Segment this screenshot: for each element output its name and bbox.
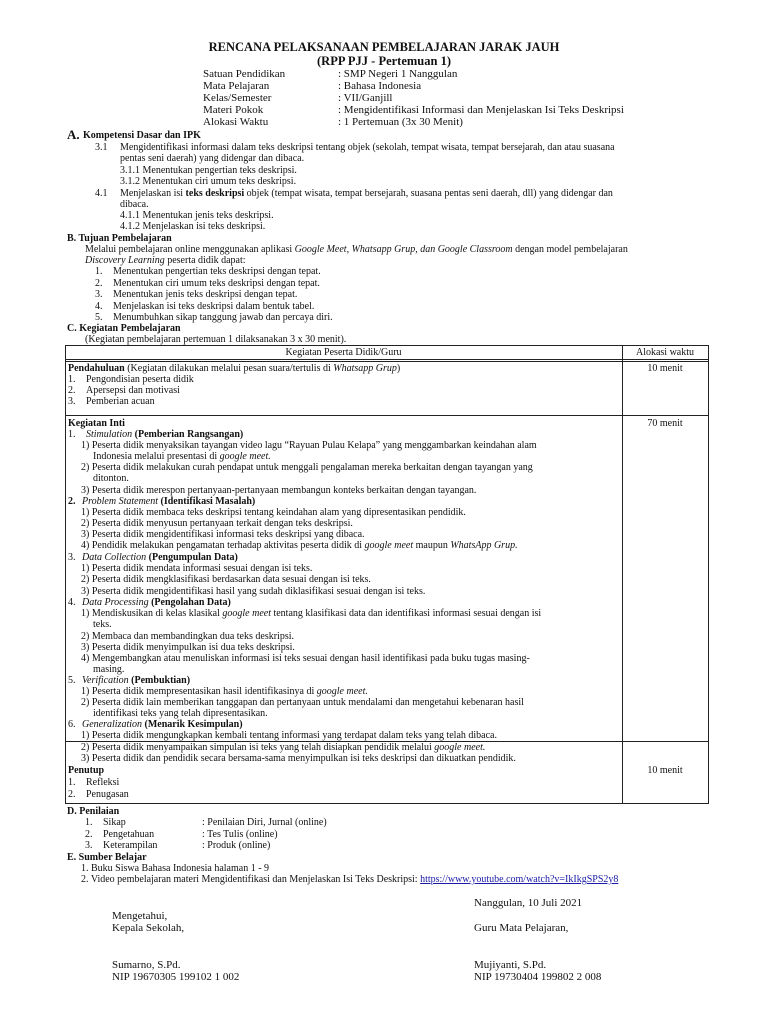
table-border	[708, 345, 709, 804]
identity-value: : VII/Ganjill	[338, 92, 393, 104]
penutup-item: Refleksi	[86, 777, 120, 788]
step-heading: Generalization (Menarik Kesimpulan)	[82, 719, 243, 730]
section-b-intro: Discovery Learning peserta didik dapat:	[85, 255, 246, 266]
step-item: Indonesia melalui presentasi di google meet.	[93, 451, 271, 462]
youtube-link[interactable]: https://www.youtube.com/watch?v=IkIkgSPS2y8	[420, 874, 619, 885]
step-item: teks.	[93, 619, 112, 630]
step-heading: Verification (Pembuktian)	[82, 675, 191, 686]
source-item: 2. Video pembelajaran materi Mengidentifikasi dan Menjelaskan Isi Teks Deskripsi: https://www.youtube.com/watch?v=IkIkgSPS2y8	[81, 874, 619, 885]
step-item: 4) Pendidik melakukan pengamatan terhadap aktivitas peserta didik di google meet maupun WhatsApp Grup.	[81, 540, 518, 551]
assessment-label: Keterampilan	[103, 840, 158, 851]
table-border	[65, 361, 709, 362]
penutup-item: Penugasan	[86, 789, 129, 800]
assessment-value: : Penilaian Diri, Jurnal (online)	[202, 817, 327, 828]
step-item: 1) Peserta didik mengungkapkan kembali tentang informasi yang terdapat dalam teks yang telah dibaca.	[81, 730, 497, 741]
step-item: 2) Membaca dan membandingkan dua teks deskripsi.	[81, 631, 294, 642]
identity-value: : SMP Negeri 1 Nanggulan	[338, 68, 458, 80]
pendahuluan-item: Pemberian acuan	[86, 396, 155, 407]
step-item: 3) Peserta didik mengidentifikasi hasil yang sudah diklasifikasi sesuai dengan isi teks.	[81, 586, 426, 597]
list-number: 5.	[68, 675, 76, 686]
identity-label: Alokasi Waktu	[203, 116, 269, 128]
step-item: 2) Peserta didik lain memberikan tanggapan dan pertanyaan untuk mendalami dan mengetahui kebenaran hasil	[81, 697, 524, 708]
identity-value: : Mengidentifikasi Informasi dan Menjelaskan Isi Teks Deskripsi	[338, 104, 624, 116]
assessment-value: : Tes Tulis (online)	[202, 829, 278, 840]
objective-item: Menentukan ciri umum teks deskripsi dengan tepat.	[113, 278, 320, 289]
objective-item: Menumbuhkan sikap tanggung jawab dan percaya diri.	[113, 312, 333, 323]
identity-label: Kelas/Semester	[203, 92, 272, 104]
table-border	[622, 345, 623, 804]
step-item: 3) Peserta didik merespon pertanyaan-pertanyaan membangun konteks berkaitan dengan tayangan.	[81, 485, 477, 496]
objective-item: Menentukan pengertian teks deskripsi dengan tepat.	[113, 266, 321, 277]
list-number: 3.	[68, 552, 76, 563]
kd-number: 4.1	[95, 188, 108, 199]
step-item: ditonton.	[93, 473, 129, 484]
signature-left-line1: Mengetahui,	[112, 910, 168, 922]
activity-table	[65, 345, 709, 804]
principal-name: Sumarno, S.Pd.	[112, 959, 181, 971]
document-title: RENCANA PELAKSANAAN PEMBELAJARAN JARAK JAUH	[208, 40, 560, 54]
ipk-text: 3.1.2 Menentukan ciri umum teks deskripsi.	[120, 176, 297, 187]
step-heading: Data Processing (Pengolahan Data)	[82, 597, 231, 608]
section-d-heading: D. Penilaian	[67, 806, 120, 817]
step-item: 1) Peserta didik menyaksikan tayangan video lagu “Rayuan Pulau Kelapa” yang menggambarkan keindahan alam	[81, 440, 537, 451]
list-number: 4.	[95, 301, 103, 312]
list-number: 3.	[95, 289, 103, 300]
ipk-text: 3.1.1 Menentukan pengertian teks deskripsi.	[120, 165, 297, 176]
teacher-nip: NIP 19730404 199802 2 008	[474, 971, 602, 983]
place-date: Nanggulan, 10 Juli 2021	[474, 897, 583, 909]
identity-label: Mata Pelajaran	[203, 80, 270, 92]
objective-item: Menentukan jenis teks deskripsi dengan tepat.	[113, 289, 298, 300]
step-item: masing.	[93, 664, 125, 675]
list-number: 2.	[85, 829, 93, 840]
pendahuluan-item: Pengondisian peserta didik	[86, 374, 194, 385]
section-a-letter: A.	[67, 127, 80, 142]
assessment-label: Sikap	[103, 817, 126, 828]
identity-value: : Bahasa Indonesia	[338, 80, 422, 92]
pendahuluan-time: 10 menit	[647, 363, 683, 374]
ipk-text: 4.1.1 Menentukan jenis teks deskripsi.	[120, 210, 274, 221]
list-number: 1.	[68, 777, 76, 788]
step-item: 2) Peserta didik menyusun pertanyaan terkait dengan teks deskripsi.	[81, 518, 353, 529]
list-number: 3.	[68, 396, 76, 407]
step-item: 1) Mendiskusikan di kelas klasikal google meet tentang klasifikasi data dan identifikasi informasi sesuai dengan isi	[81, 608, 542, 619]
list-number: 3.	[85, 840, 93, 851]
step-item: identifikasi teks yang telah dipresentasikan.	[93, 708, 268, 719]
section-e-heading: E. Sumber Belajar	[67, 852, 147, 863]
assessment-label: Pengetahuan	[103, 829, 155, 840]
step-item: 1) Peserta didik membaca teks deskripsi tentang keindahan alam yang dipresentasikan pendidik.	[81, 507, 466, 518]
step-item: 3) Peserta didik mengidentifikasi informasi teks deskripsi yang dibaca.	[81, 529, 365, 540]
inti-heading: Kegiatan Inti	[68, 418, 125, 429]
identity-value: : 1 Pertemuan (3x 30 Menit)	[338, 116, 463, 128]
list-number: 1.	[95, 266, 103, 277]
table-border	[65, 359, 709, 360]
list-number: 2.	[68, 385, 76, 396]
section-b-intro: Melalui pembelajaran online menggunakan aplikasi Google Meet, Whatsapp Grup, dan Google Classroom dengan model pembelajaran	[85, 244, 628, 255]
step-heading: Problem Statement (Identifikasi Masalah)	[82, 496, 256, 507]
teacher-name: Mujiyanti, S.Pd.	[474, 959, 547, 971]
step-item: 4) Mengembangkan atau menuliskan informasi isi teks sesuai dengan hasil identifikasi pada buku tugas masing-	[81, 653, 530, 664]
table-border	[65, 803, 709, 804]
list-number: 4.	[68, 597, 76, 608]
penutup-time: 10 menit	[647, 765, 683, 776]
kd-number: 3.1	[95, 142, 108, 153]
assessment-value: : Produk (online)	[202, 840, 271, 851]
signature-right-line2: Guru Mata Pelajaran,	[474, 922, 569, 934]
section-c-intro: (Kegiatan pembelajaran pertemuan 1 dilaksanakan 3 x 30 menit).	[85, 334, 347, 345]
principal-nip: NIP 19670305 199102 1 002	[112, 971, 240, 983]
step-item: 3) Peserta didik dan pendidik secara bersama-sama menyimpulkan isi teks deskripsi dan dikuatkan pendidik.	[81, 753, 516, 764]
pendahuluan-heading: Pendahuluan (Kegiatan dilakukan melalui pesan suara/tertulis di Whatsapp Grup)	[68, 363, 401, 374]
kd-text: Menjelaskan isi teks deskripsi objek (tempat wisata, tempat bersejarah, suasana pentas seni daerah, dll) yang didengar dan	[120, 188, 613, 199]
document-subtitle: (RPP PJJ - Pertemuan 1)	[317, 54, 451, 68]
kd-text: Mengidentifikasi informasi dalam teks deskripsi tentang objek (sekolah, tempat wisata, tempat bersejarah, dan atau suasana	[120, 142, 615, 153]
step-item: 1) Peserta didik mendata informasi sesuai dengan isi teks.	[81, 563, 313, 574]
objective-item: Menjelaskan isi teks deskripsi dalam bentuk tabel.	[113, 301, 315, 312]
list-number: 2.	[68, 496, 76, 507]
list-number: 1.	[68, 429, 76, 440]
kd-text: dibaca.	[120, 199, 149, 210]
list-number: 1.	[85, 817, 93, 828]
section-a-heading: Kompetensi Dasar dan IPK	[83, 130, 201, 141]
list-number: 5.	[95, 312, 103, 323]
step-item: 2) Peserta didik melakukan curah pendapat untuk menggali pengalaman mereka berkaitan dengan tayangan yang	[81, 462, 533, 473]
list-number: 2.	[68, 789, 76, 800]
ipk-text: 4.1.2 Menjelaskan isi teks deskripsi.	[120, 221, 266, 232]
step-heading: Stimulation (Pemberian Rangsangan)	[86, 429, 244, 440]
penutup-heading: Penutup	[68, 765, 105, 776]
identity-label: Satuan Pendidikan	[203, 68, 286, 80]
source-item: 1. Buku Siswa Bahasa Indonesia halaman 1 - 9	[81, 863, 270, 874]
step-item: 2) Peserta didik menyampaikan simpulan isi teks yang telah disiapkan pendidik melalui google meet.	[81, 742, 486, 753]
signature-left-line2: Kepala Sekolah,	[112, 922, 185, 934]
list-number: 1.	[68, 374, 76, 385]
table-border	[65, 345, 709, 346]
table-border	[65, 415, 709, 416]
table-header-time: Alokasi waktu	[635, 347, 695, 358]
step-item: 2) Peserta didik mengklasifikasi berdasarkan data sesuai dengan isi teks.	[81, 574, 371, 585]
pendahuluan-item: Apersepsi dan motivasi	[86, 385, 180, 396]
table-header-activity: Kegiatan Peserta Didik/Guru	[285, 347, 402, 358]
section-b-heading: B. Tujuan Pembelajaran	[67, 233, 172, 244]
kd-text: pentas seni daerah) yang didengar dan dibaca.	[120, 153, 305, 164]
step-heading: Data Collection (Pengumpulan Data)	[82, 552, 238, 563]
list-number: 6.	[68, 719, 76, 730]
identity-label: Materi Pokok	[203, 104, 264, 116]
table-border	[65, 345, 66, 804]
inti-time: 70 menit	[647, 418, 683, 429]
step-item: 1) Peserta didik mempresentasikan hasil identifikasinya di google meet.	[81, 686, 368, 697]
step-item: 3) Peserta didik menyimpulkan isi dua teks deskripsi.	[81, 642, 295, 653]
list-number: 2.	[95, 278, 103, 289]
section-c-heading: C. Kegiatan Pembelajaran	[67, 323, 181, 334]
